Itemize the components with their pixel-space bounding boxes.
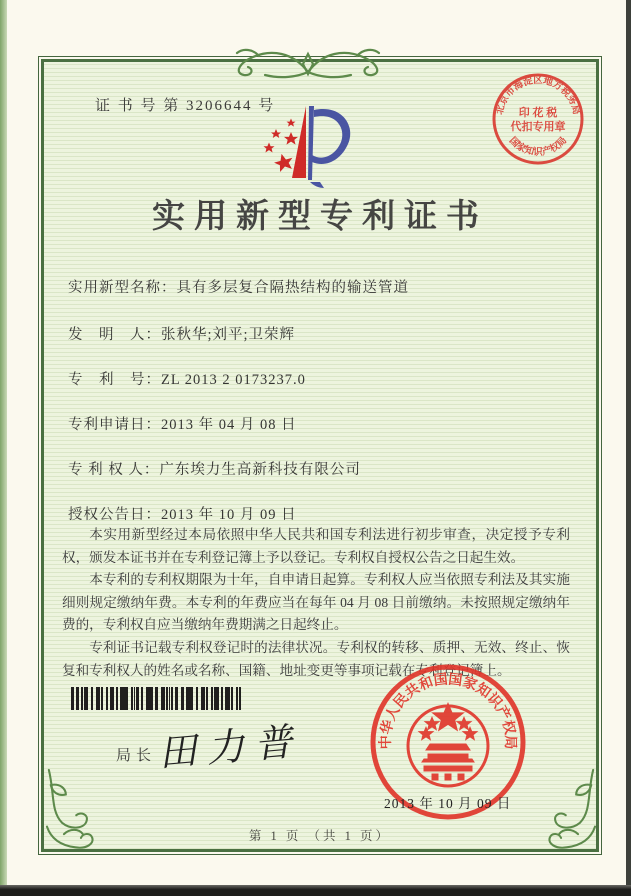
tax-stamp-center-line2: 代扣专用章 [510, 121, 566, 133]
tax-stamp-center-line1: 印 花 税 [518, 107, 558, 119]
field-row-patentee [68, 458, 568, 479]
legal-body-text [62, 524, 570, 682]
tax-stamp-ring-bottom-text: 国家知识产权局 [506, 135, 570, 158]
scan-bottom-shadow [0, 885, 631, 896]
field-value: 2013 年 04 月 08 日 [161, 417, 297, 433]
field-row-grant-date [68, 503, 568, 524]
logo-blue-p [308, 106, 350, 188]
cnipa-logo [242, 100, 392, 192]
field-value: 张秋华;刘平;卫荣辉 [161, 327, 296, 343]
field-value: ZL 2013 2 0173237.0 [161, 372, 306, 388]
grant-seal-date: 2013 年 10 月 09 日 [384, 796, 512, 811]
certificate-title: 实用新型专利证书 [152, 199, 488, 235]
field-label: 专 利 权 人： [68, 462, 160, 478]
tax-stamp-seal [488, 67, 588, 173]
certificate-number: 证 书 号 第 3206644 号 [95, 98, 276, 114]
scan-left-edge [0, 0, 7, 896]
national-emblem [408, 706, 488, 786]
commissioner-signature: 田力普 [156, 720, 304, 776]
commissioner-title: 局长 [116, 748, 157, 764]
field-label: 授权公告日： [68, 507, 161, 523]
scan-right-edge [626, 0, 631, 896]
field-label: 专 利 号： [68, 372, 161, 388]
page-footer: 第 1 页 （共 1 页） [248, 829, 392, 843]
field-value: 2013 年 10 月 09 日 [161, 507, 297, 523]
field-label: 发 明 人： [68, 327, 161, 343]
logo-stars [264, 119, 299, 173]
legal-paragraph-1: 本实用新型经过本局依照中华人民共和国专利法进行初步审查，决定授予专利权，颁发本证书并在专利登记簿上予以登记。专利权自授权公告之日起生效。 [62, 527, 570, 565]
legal-paragraph-3: 专利证书记载专利权登记时的法律状况。专利权的转移、质押、无效、终止、恢复和专利权人的姓名或名称、国籍、地址变更等事项记载在专利登记簿上。 [62, 639, 570, 678]
field-row-inventors [68, 323, 568, 344]
field-row-patent-number [68, 368, 568, 389]
field-row-utility-model-name [68, 276, 568, 297]
field-value: 广东埃力生高新科技有限公司 [159, 462, 361, 478]
field-label: 专利申请日： [68, 417, 161, 433]
svg-text:国家知识产权局 [507, 134, 570, 158]
office-seal-ring-text: 中华人民共和国国家知识产权局 [378, 672, 518, 750]
field-label: 实用新型名称： [68, 280, 177, 296]
barcode [71, 687, 241, 710]
tax-stamp-ring-top-text: 北京市海淀区地方税务局 [495, 76, 581, 116]
legal-paragraph-2: 本专利的专利权期限为十年，自申请日起算。专利权人应当依照专利法及其实施细则规定缴纳年费。本专利的年费应当在每年 04 月 08 日前缴纳。未按照规定缴纳年费的，专利权自应当缴纳年费期满之日起终止。 [62, 572, 570, 633]
field-value: 具有多层复合隔热结构的输送管道 [176, 280, 409, 296]
field-row-filing-date [68, 413, 568, 434]
